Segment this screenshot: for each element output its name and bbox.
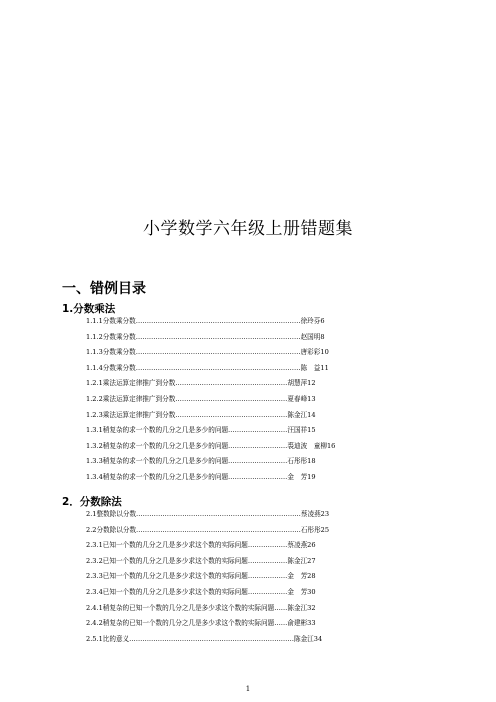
toc-entry: 2.5.1比的意义…………………………………………………………………陈金江34 (86, 634, 323, 643)
toc-entry: 1.2.3乘法运算定律推广到分数……………………………………………陈金江14 (86, 410, 316, 419)
toc-entry: 2.3.3已知一个数的几分之几是多少求这个数的实际问题………………金 芳28 (86, 572, 316, 581)
toc-entry: 2.1整数除以分数…………………………………………………………………蔡凌燕23 (86, 510, 330, 518)
toc-entry: 1.3.2稍复杂的求一个数的几分之几是多少的问题………………………裘迪波 童柳16 (86, 441, 336, 450)
toc-entry: 1.3.3稍复杂的求一个数的几分之几是多少的问题………………………石彤彤18 (86, 457, 316, 466)
toc-entry: 1.1.3分数乘分数…………………………………………………………………唐彩彩10 (86, 348, 329, 357)
toc-entry: 1.3.4稍复杂的求一个数的几分之几是多少的问题………………………金 芳19 (86, 472, 316, 481)
toc-entry: 1.1.2分数乘分数…………………………………………………………………赵国明8 (86, 332, 325, 341)
toc-entry: 1.2.1乘法运算定律推广到分数……………………………………………胡慧萍12 (86, 379, 316, 388)
toc-list-fraction-multiplication (86, 314, 406, 486)
toc-entry: 2.4.2稍复杂的已知一个数的几分之几是多少求这个数的实际问题……俞建彬33 (86, 619, 316, 628)
toc-entry: 1.2.2乘法运算定律推广到分数……………………………………………夏春峰13 (86, 394, 316, 403)
toc-entry: 1.3.1稍复杂的求一个数的几分之几是多少的问题………………………汪国祥15 (86, 426, 316, 435)
toc-entry: 2.3.1已知一个数的几分之几是多少求这个数的实际问题………………蔡凌燕26 (86, 541, 316, 550)
toc-entry: 1.1.1分数乘分数…………………………………………………………………徐玲芬6 (86, 317, 325, 325)
toc-entry: 2.4.1稍复杂的已知一个数的几分之几是多少求这个数的实际问题……陈金江32 (86, 603, 316, 612)
document-title: 小学数学六年级上册错题集 (143, 219, 353, 239)
group-heading-fraction-multiplication: 1.分数乘法 (62, 303, 116, 315)
page-number: 1 (245, 685, 251, 693)
toc-entry: 1.1.4分数乘分数…………………………………………………………………陈 益11 (86, 363, 329, 372)
toc-list-fraction-division (86, 507, 406, 647)
toc-entry: 2.3.2已知一个数的几分之几是多少求这个数的实际问题………………陈金江27 (86, 556, 316, 565)
toc-entry: 2.3.4已知一个数的几分之几是多少求这个数的实际问题………………金 芳30 (86, 587, 316, 596)
group-heading-fraction-division: 2．分数除法 (62, 496, 122, 508)
toc-entry: 2.2分数除以分数…………………………………………………………………石彤彤25 (86, 525, 330, 534)
section-heading: 一、错例目录 (62, 281, 146, 297)
